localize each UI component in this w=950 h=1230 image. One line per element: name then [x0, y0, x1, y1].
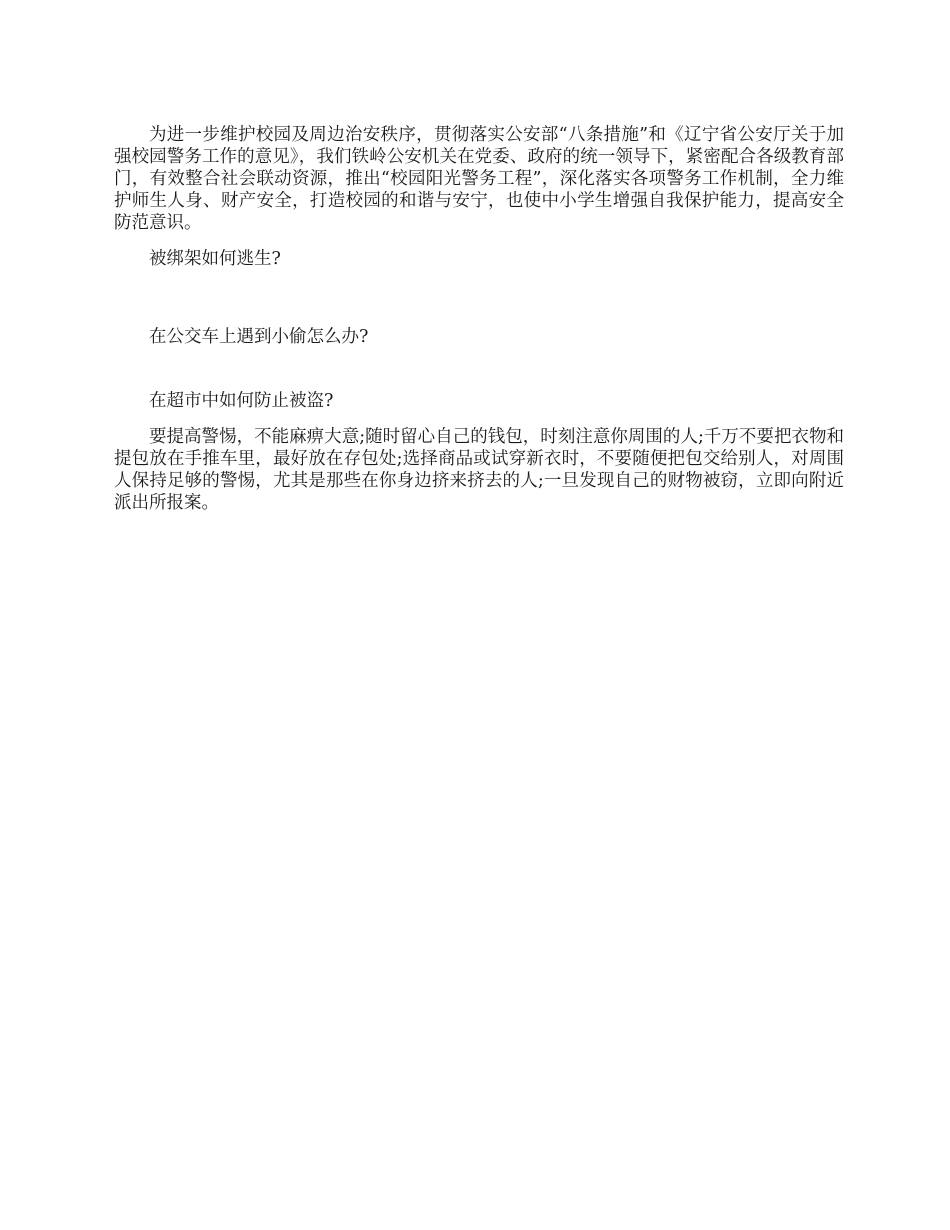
bus-thief-question: 在公交车上遇到小偷怎么办? [149, 327, 369, 347]
supermarket-theft-answer: 要提高警惕，不能麻痹大意;随时留心自己的钱包，时刻注意你周围的人;千万不要把衣物和提包放在手推车里，最好放在存包处;选择商品或试穿新衣时，不要随便把包交给别人，对周围人保持足够的警惕，尤其是那些在你身边挤来挤去的人;一旦发现自己的财物被窃，立即向附近派出所报案。 [114, 427, 844, 513]
supermarket-theft-question: 在超市中如何防止被盗? [149, 391, 334, 411]
document-body [114, 124, 844, 514]
kidnap-escape-question: 被绑架如何逃生? [149, 249, 281, 269]
intro-paragraph: 为进一步维护校园及周边治安秩序，贯彻落实公安部“八条措施”和《辽宁省公安厅关于加强校园警务工作的意见》，我们铁岭公安机关在党委、政府的统一领导下，紧密配合各级教育部门，有效整合社会联动资源，推出“校园阳光警务工程”，深化落实各项警务工作机制，全力维护师生人身、财产安全，打造校园的和谐与安宁，也使中小学生增强自我保护能力，提高安全防范意识。 [114, 125, 844, 233]
